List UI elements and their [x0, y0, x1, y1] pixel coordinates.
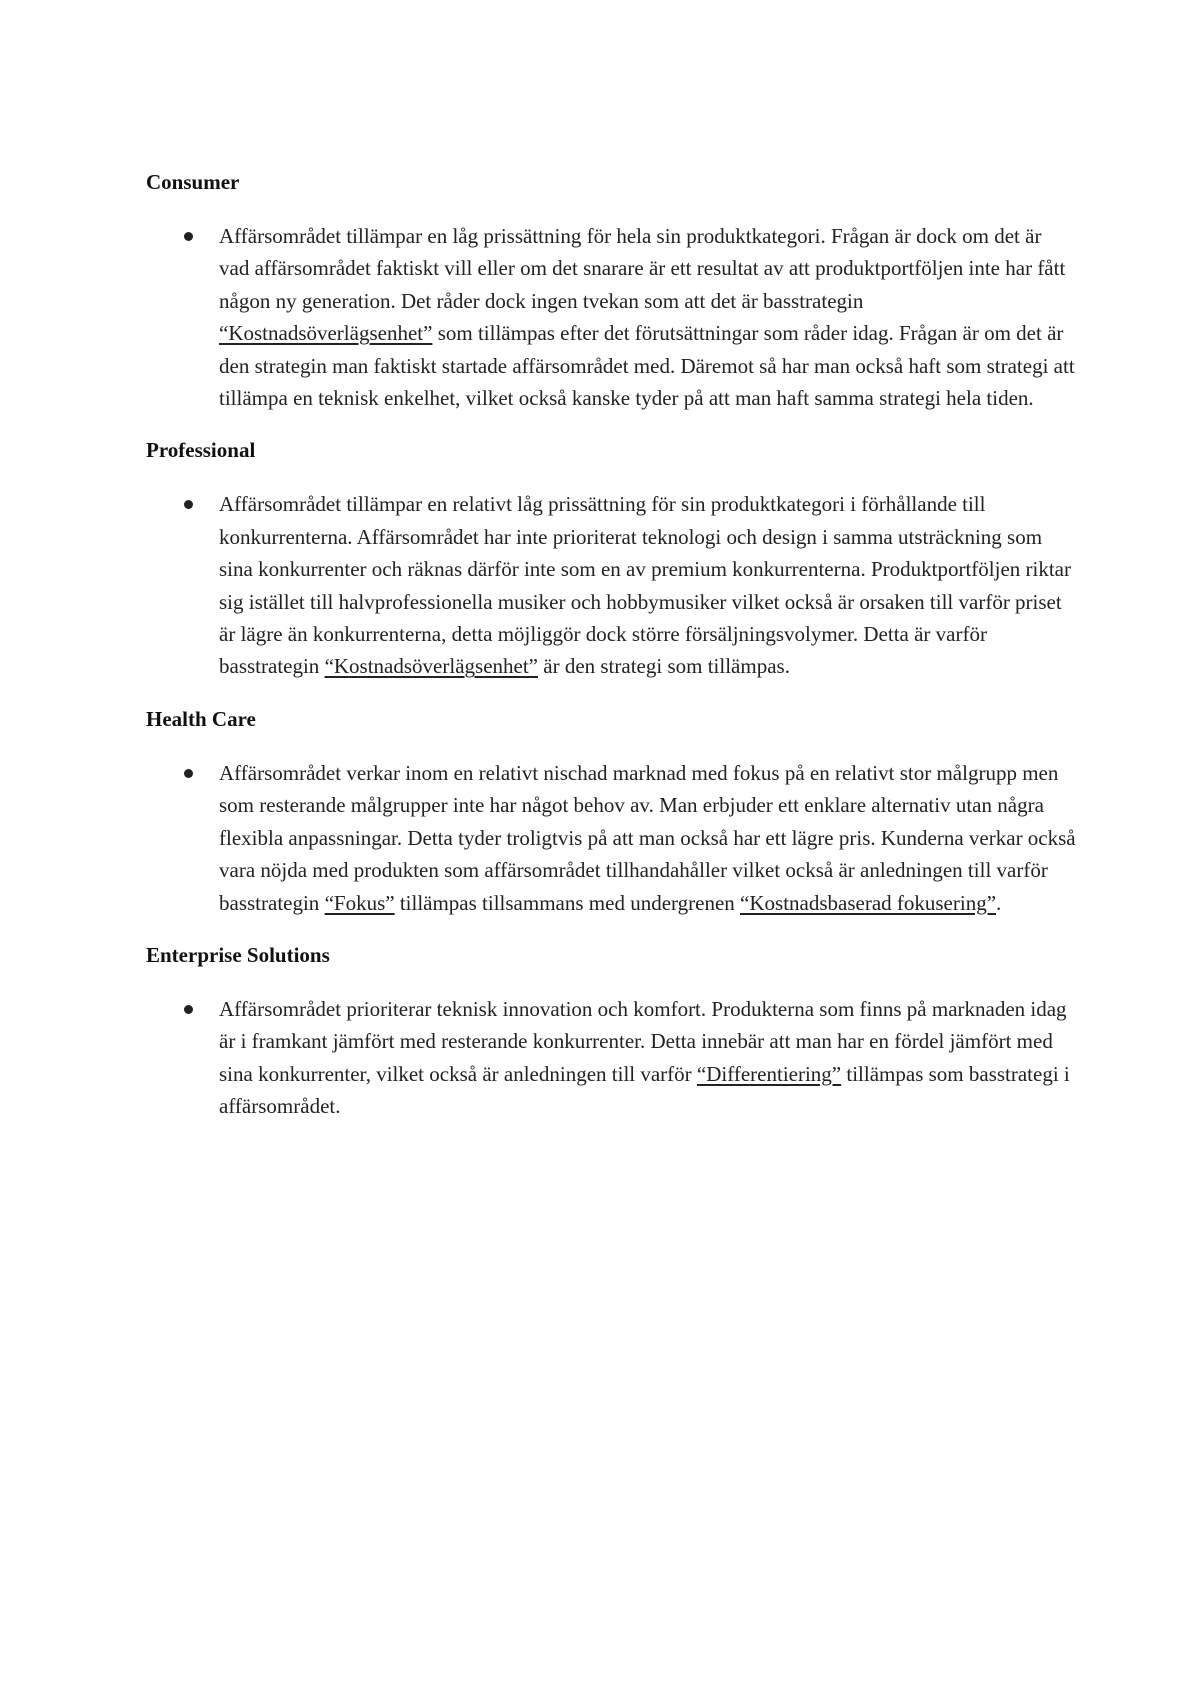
- strategy-term: “Differentiering”: [696, 1061, 842, 1086]
- bullet-list-consumer: [146, 220, 1076, 414]
- paragraph-text: Affärsområdet tillämpar en låg prissättning för hela sin produktkategori. Frågan är dock om det är vad affärsområdet faktiskt vill eller om det snarare är ett resultat av att produktportföljen inte har fått någon ny generation. Det råder dock ingen tvekan som att det är basstrategin: [219, 224, 1066, 313]
- bullet-icon: [184, 769, 193, 778]
- bullet-list-enterprise-solutions: [146, 993, 1076, 1123]
- paragraph-text: som tillämpas efter det förutsättningar som råder idag. Frågan är om det är den strategin man faktiskt startade affärsområdet med. Däremot så har man också haft som strategi att tillämpa en teknisk enkelhet, vilket också kanske tyder på att man haft samma strategi hela tiden.: [219, 321, 1075, 411]
- strategy-term: “Kostnadsöverlägsenhet”: [324, 654, 538, 679]
- bullet-icon: [184, 1005, 193, 1014]
- strategy-term: “Kostnadsöverlägsenhet”: [219, 321, 433, 346]
- paragraph-text: Affärsområdet tillämpar en relativt låg prissättning för sin produktkategori i förhållande till konkurrenterna. Affärsområdet har inte prioriterat teknologi och design i samma utsträckning som sina konkurrenter och räknas därför inte som en av premium konkurrenterna. Produktportföljen riktar sig istället till halvprofessionella musiker och hobbymusiker vilket också är orsaken till varför priset är lägre än konkurrenterna, detta möjliggör dock större försäljningsvolymer. Detta är varför basstrategin: [219, 492, 1071, 679]
- bullet-item-professional: [146, 488, 1076, 682]
- paragraph-text: Affärsområdet prioriterar teknisk innovation och komfort. Produkterna som finns på marknaden idag är i framkant jämfört med resterande konkurrenter. Detta innebär att man har en fördel jämfört med sina konkurrenter, vilket också är anledningen till varför: [219, 996, 1067, 1086]
- strategy-term: “Fokus”: [324, 890, 395, 915]
- section-heading-consumer: Consumer: [146, 170, 240, 194]
- bullet-item-enterprise-solutions: [146, 993, 1076, 1123]
- strategy-subterm: “Kostnadsbaserad fokusering”: [740, 890, 997, 915]
- section-heading-professional: Professional: [146, 438, 256, 463]
- bullet-icon: [184, 232, 193, 241]
- bullet-item-health-care: [146, 757, 1076, 919]
- paragraph-text: tillämpas tillsammans med undergrenen: [394, 890, 741, 915]
- bullet-list-professional: [146, 488, 1076, 682]
- section-heading-enterprise-solutions: Enterprise Solutions: [146, 942, 330, 967]
- paragraph-text: Affärsområdet verkar inom en relativt nischad marknad med fokus på en relativt stor målgrupp men som resterande målgrupper inte har något behov av. Man erbjuder ett enklare alternativ utan några flexibla anpassningar. Detta tyder troligtvis på att man också har ett lägre pris. Kunderna verkar också vara nöjda med produkten som affärsområdet tillhandahåller vilket också är anledningen till varför basstrategin: [219, 760, 1076, 915]
- section-heading-health-care: Health Care: [146, 706, 256, 731]
- bullet-item-consumer: [146, 220, 1076, 414]
- bullet-icon: [184, 500, 193, 509]
- document-body: [146, 168, 1076, 1145]
- bullet-list-health-care: [146, 757, 1076, 919]
- paragraph-text: tillämpas som basstrategi i affärsområdet.: [219, 1061, 1070, 1119]
- paragraph-text: .: [996, 890, 1002, 915]
- paragraph-text: är den strategi som tillämpas.: [538, 654, 790, 679]
